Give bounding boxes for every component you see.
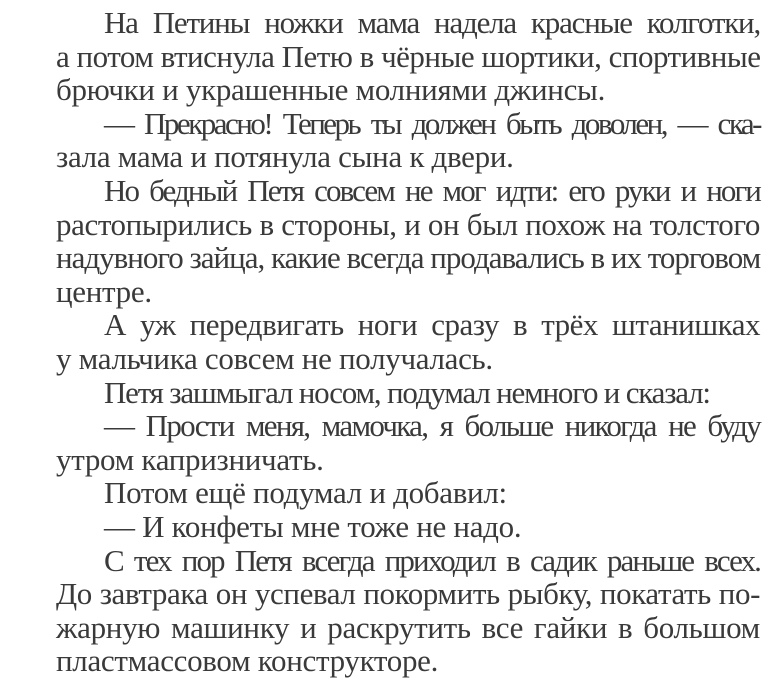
text-line: у мальчика совсем не получалась.	[56, 340, 493, 376]
text-line: надувного зайца, какие всегда продавались в их торговом	[56, 240, 761, 276]
text-line: Потом ещё подумал и добавил:	[104, 475, 507, 511]
text-line: центре.	[56, 273, 152, 309]
text-line: растопырились в стороны, и он был похож на толстого	[56, 206, 760, 242]
paragraph-5	[8, 376, 760, 410]
paragraph-3	[8, 174, 760, 308]
paragraph-9	[8, 544, 760, 678]
text-line: До завтрака он успевал покормить рыбку, покатать по-	[56, 576, 760, 612]
paragraph-6	[8, 409, 760, 476]
text-line: а потом втиснула Петю в чёрные шортики, спортивные	[56, 38, 761, 74]
text-line: На Петины ножки мама надела красные колготки,	[104, 5, 760, 40]
text-line: Но бедный Петя совсем не мог идти: его руки и ноги	[104, 172, 760, 208]
text-line: — Прекрасно! Теперь ты должен быть доволен, — ска-	[104, 105, 760, 141]
paragraph-4	[8, 308, 760, 375]
text-line: — И конфеты мне тоже не надо.	[104, 508, 522, 544]
text-line: пластмассовом конструкторе.	[56, 643, 439, 679]
text-line: утром капризничать.	[56, 441, 324, 477]
text-line: зала мама и потянула сына к двери.	[56, 139, 514, 175]
paragraph-8	[8, 510, 760, 544]
text-line: — Прости меня, мамочка, я больше никогда не буду	[104, 408, 760, 444]
text-line: брючки и украшенные молниями джинсы.	[56, 72, 606, 108]
text-line: А уж передвигать ноги сразу в трёх штанишках	[104, 307, 760, 343]
paragraph-1	[8, 6, 760, 107]
paragraph-2	[8, 107, 760, 174]
text-line: жарную машинку и раскрутить все гайки в большом	[56, 609, 760, 645]
text-line: Петя зашмыгал носом, подумал немного и сказал:	[104, 374, 710, 410]
paragraph-7	[8, 476, 760, 510]
text-line: С тех пор Петя всегда приходил в садик раньше всех.	[104, 542, 760, 578]
